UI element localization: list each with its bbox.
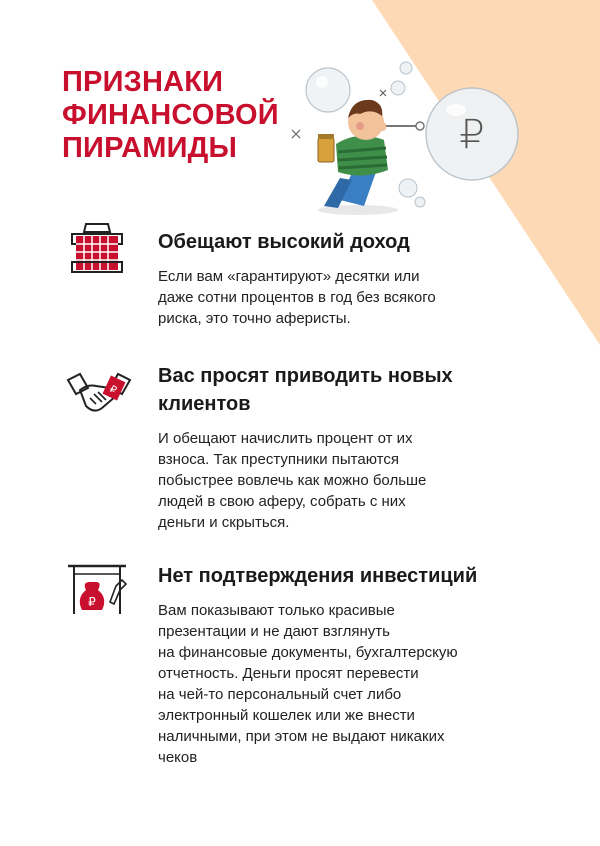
boy-blowing-bubble-illustration <box>280 60 520 220</box>
page-title <box>62 66 279 165</box>
treasure-chest-icon <box>66 218 128 274</box>
svg-text:₽: ₽ <box>107 383 119 397</box>
money-bag-under-table-icon <box>66 560 130 616</box>
title-line: ПРИЗНАКИ <box>62 66 224 98</box>
sign-heading: Вас просят приводить новых клиентов <box>158 365 453 415</box>
sign-description: И обещают начислить процент от их взноса. Так преступники пытаются побыстрее вовлечь как можно больше людей в свою аферу, собрать с них деньги и скрыться. <box>158 430 427 531</box>
title-line: ФИНАНСОВОЙ <box>62 99 279 131</box>
sign-heading: Нет подтверждения инвестиций <box>158 565 478 587</box>
sign-description: Если вам «гарантируют» десятки или даже сотни процентов в год без всякого риска, это точно аферисты. <box>158 268 436 327</box>
ruble-symbol: ₽ <box>459 112 485 158</box>
sign-description: Вам показывают только красивые презентации и не дают взглянуть на финансовые документы, бухгалтерскую отчетность. Деньги просят перевести на чей-то персональный счет либо электронный кошелек или же внести наличными, при этом не выдают никаких чеков <box>158 602 458 766</box>
svg-text:₽: ₽ <box>88 595 96 609</box>
sign-heading: Обещают высокий доход <box>158 231 410 253</box>
handshake-money-icon <box>66 366 132 418</box>
title-line: ПИРАМИДЫ <box>62 132 238 164</box>
